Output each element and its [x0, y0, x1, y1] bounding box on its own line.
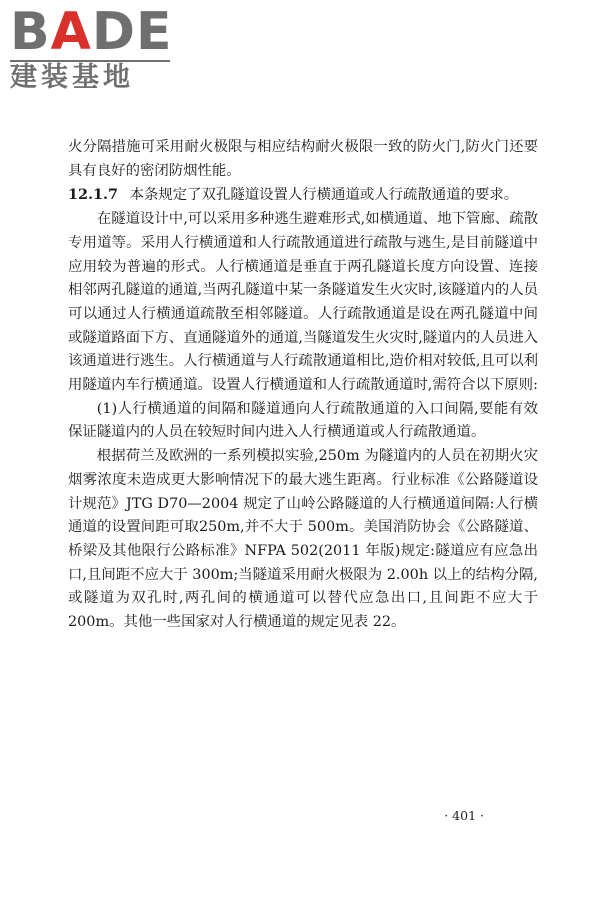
- logo-subtitle: 建装基地: [10, 62, 134, 93]
- paragraph-escape-forms: 在隧道设计中,可以采用多种逃生避难形式,如横通道、地下管廊、疏散专用道等。采用人行横通道和人行疏散通道进行疏散与逃生,是目前隧道中应用较为普遍的形式。人行横通道是垂直于两孔隧道长度方向设置、连接相邻两孔隧道的通道,当两孔隧道中某一条隧道发生火灾时,该隧道内的人员可以通过人行横通道疏散至相邻隧道。人行疏散通道是设在两孔隧道中间或隧道路面下方、直通隧道外的通道,当隧道发生火灾时,隧道内的人员进入该通道进行逃生。人行横通道与人行疏散通道相比,造价相对较低,且可以利用隧道内车行横通道。设置人行横通道和人行疏散通道时,需符合以下原则:: [68, 211, 538, 394]
- paragraph-principle-1: (1)人行横通道的间隔和隧道通向人行疏散通道的入口间隔,要能有效保证隧道内的人员在较短时间内进入人行横通道或人行疏散通道。: [68, 400, 538, 441]
- page-number: · 401 ·: [444, 808, 484, 823]
- logo-letters-de: DE: [91, 2, 173, 62]
- bade-logo: [10, 2, 185, 98]
- clause-12-1-7: [68, 183, 538, 208]
- paragraph-simulation: 根据荷兰及欧洲的一系列模拟实验,250m 为隧道内的人员在初期火灾烟雾浓度未造成更大影响情况下的最大逃生距离。行业标准《公路隧道设计规范》JTG D70—2004 规定了山岭公路隧道的人行横通道间隔:人行横通道的设置间距可取250m,并不大于 500m。美国消防协会《公路隧道、桥梁及其他限行公路标准》NFPA 502(2011 年版)规定:隧道应有应急出口,且间距不应大于 300m;当隧道采用耐火极限为 2.00h 以上的结构分隔,或隧道为双孔时,两孔间的横通道可以替代应急出口,且间距不应大于 200m。其他一些国家对人行横通道的规定见表 22。: [68, 448, 538, 631]
- logo-wordmark: [10, 2, 185, 62]
- page-body: [68, 136, 538, 635]
- logo-letter-a: A: [50, 2, 92, 62]
- clause-text: 本条规定了双孔隧道设置人行横通道或人行疏散通道的要求。: [129, 187, 519, 204]
- logo-letter-b: B: [10, 2, 51, 62]
- clause-number: 12.1.7: [68, 186, 119, 204]
- paragraph-continuation: 火分隔措施可采用耐火极限与相应结构耐火极限一致的防火门,防火门还要具有良好的密闭防烟性能。: [68, 139, 538, 179]
